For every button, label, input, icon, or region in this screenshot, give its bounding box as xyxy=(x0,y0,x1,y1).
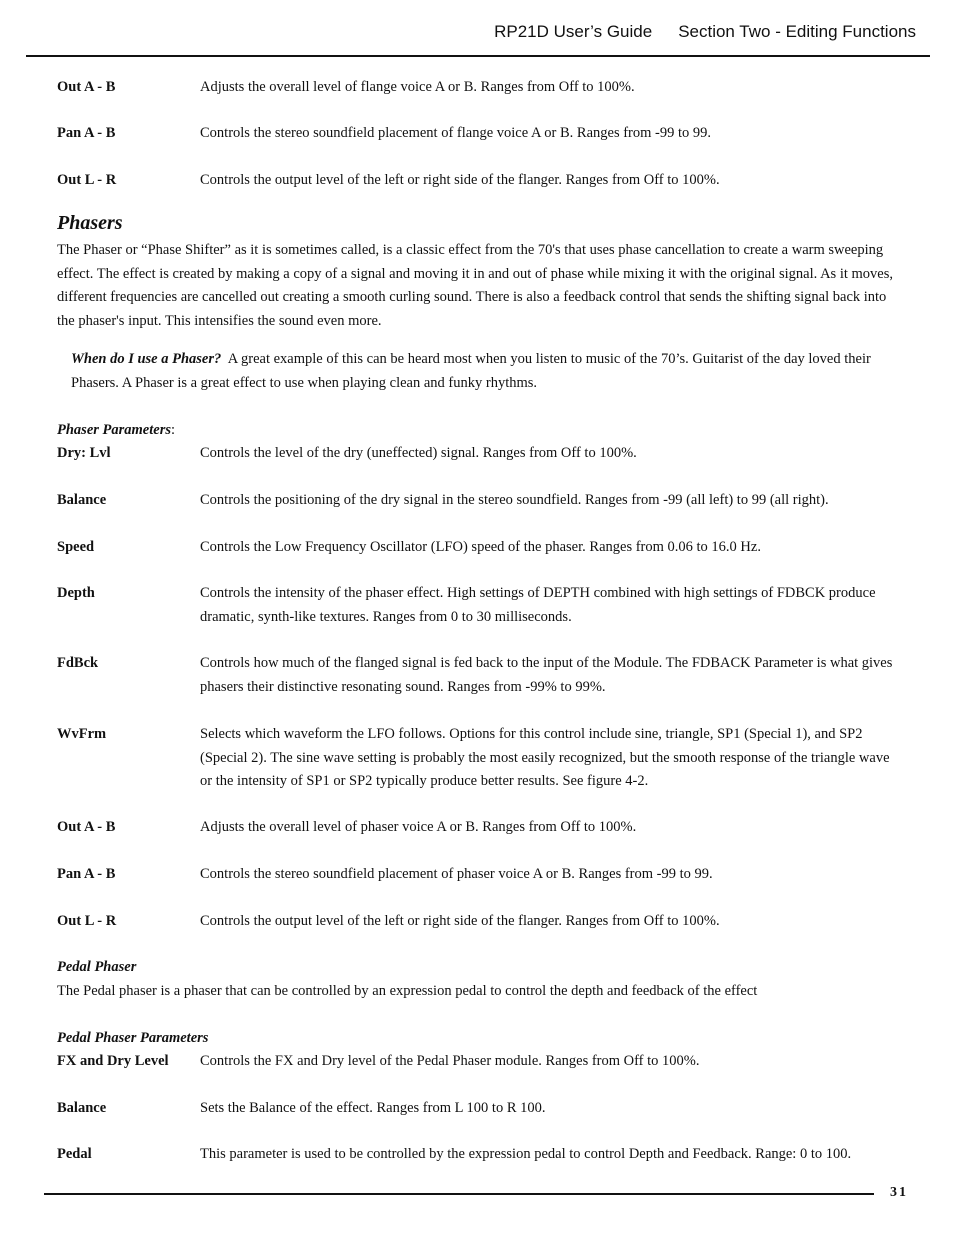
param-term: Out A - B xyxy=(57,819,116,835)
param-desc: Adjusts the overall level of flange voice A or B. Ranges from Off to 100%. xyxy=(200,79,635,95)
page-number: 31 xyxy=(890,1185,908,1200)
note-lead: When do I use a Phaser? xyxy=(71,351,222,367)
param-desc: Controls the level of the dry (uneffected) signal. Ranges from Off to 100%. xyxy=(200,445,637,461)
note-text: A great example of this can be heard most when you listen to music of the 70’s. Guitarist of the day loved their Phasers. A Phaser is a great effect to use when playing clean and funky rhythms. xyxy=(71,351,871,391)
param-desc: Selects which waveform the LFO follows. Options for this control include sine, triangle, SP1 (Special 1), and SP2 (Special 2). The sine wave setting is probably the most easily recognized, but the smooth response of the triangle wave or the intensity of SP1 or SP2 typically produce better results. See figure 4-2. xyxy=(200,726,890,789)
param-desc: Controls the output level of the left or right side of the flanger. Ranges from Off to 100%. xyxy=(200,913,720,929)
param-desc: Controls how much of the flanged signal is fed back to the input of the Module. The FDBACK Parameter is what gives phasers their distinctive resonating sound. Ranges from -99% to 99%. xyxy=(200,655,893,695)
param-term: Balance xyxy=(57,492,107,508)
param-term: FX and Dry Level xyxy=(57,1053,169,1069)
phaser-usage-note xyxy=(71,348,891,395)
param-desc: Adjusts the overall level of phaser voice A or B. Ranges from Off to 100%. xyxy=(200,819,637,835)
param-desc: Sets the Balance of the effect. Ranges from L 100 to R 100. xyxy=(200,1100,546,1116)
param-term: Out A - B xyxy=(57,79,116,95)
param-desc: Controls the positioning of the dry signal in the stereo soundfield. Ranges from -99 (all left) to 99 (all right). xyxy=(200,492,829,508)
param-term: Pan A - B xyxy=(57,125,116,141)
param-desc: Controls the stereo soundfield placement of flange voice A or B. Ranges from -99 to 99. xyxy=(200,125,712,141)
footer-rule xyxy=(44,1193,874,1195)
phasers-intro: The Phaser or “Phase Shifter” as it is sometimes called, is a classic effect from the 70's that uses phase cancellation to create a warm sweeping effect. The effect is created by making a copy of a signal and moving it in and out of phase while mixing it with the original signal. As it moves, different frequencies are cancelled out creating a smooth curling sound. There is also a feedback control that sends the shifting signal back into the phaser's input. This intensifies the sound even more. xyxy=(57,242,893,329)
pedal-phaser-intro: The Pedal phaser is a phaser that can be controlled by an expression pedal to control the depth and feedback of the effect xyxy=(57,983,758,999)
param-term: Balance xyxy=(57,1100,107,1116)
running-header xyxy=(494,22,916,42)
phasers-heading: Phasers xyxy=(57,212,123,234)
param-term: WvFrm xyxy=(57,726,107,742)
param-term: FdBck xyxy=(57,655,99,671)
param-desc: Controls the stereo soundfield placement of phaser voice A or B. Ranges from -99 to 99. xyxy=(200,866,713,882)
param-desc: Controls the FX and Dry level of the Pedal Phaser module. Ranges from Off to 100%. xyxy=(200,1053,700,1069)
param-desc: Controls the output level of the left or right side of the flanger. Ranges from Off to 100%. xyxy=(200,172,720,188)
header-rule xyxy=(26,55,930,57)
heading-colon: : xyxy=(170,422,176,438)
param-term: Pedal xyxy=(57,1146,92,1162)
pedal-phaser-params-heading: Pedal Phaser Parameters xyxy=(57,1030,209,1046)
param-term: Depth xyxy=(57,585,95,601)
guide-title: RP21D User’s Guide xyxy=(494,22,653,41)
param-desc: Controls the Low Frequency Oscillator (LFO) speed of the phaser. Ranges from 0.06 to 16.0 Hz. xyxy=(200,539,761,555)
param-term: Out L - R xyxy=(57,913,117,929)
pedal-phaser-heading: Pedal Phaser xyxy=(57,959,137,975)
phaser-params-heading xyxy=(57,419,175,443)
param-term: Pan A - B xyxy=(57,866,116,882)
section-title-header: Section Two - Editing Functions xyxy=(678,22,916,41)
param-term: Speed xyxy=(57,539,95,555)
param-term: Out L - R xyxy=(57,172,117,188)
param-term: Dry: Lvl xyxy=(57,445,111,461)
param-desc: Controls the intensity of the phaser effect. High settings of DEPTH combined with high settings of FDBCK produce dramatic, synth-like textures. Ranges from 0 to 30 milliseconds. xyxy=(200,585,876,625)
phaser-params-heading-text: Phaser Parameters xyxy=(57,422,171,438)
param-desc: This parameter is used to be controlled by the expression pedal to control Depth and Feedback. Range: 0 to 100. xyxy=(200,1146,852,1162)
